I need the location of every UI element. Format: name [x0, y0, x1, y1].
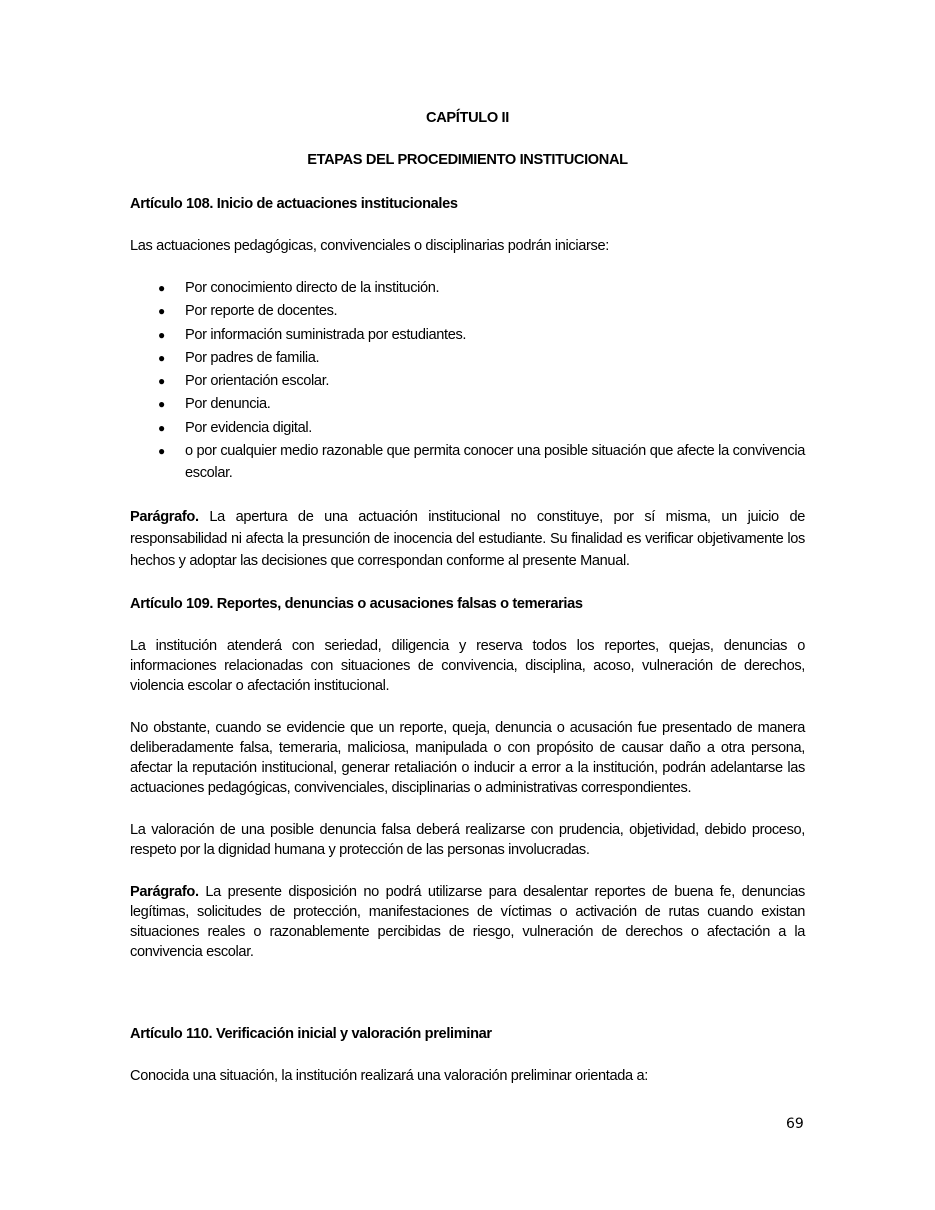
- list-item: [130, 325, 805, 347]
- paragrafo-label: Parágrafo.: [130, 509, 199, 526]
- paragrafo-text: La presente disposición no podrá utilizarse para desalentar reportes de buena fe, denuncias legítimas, solicitudes de protección, manifestaciones de víctimas o activación de rutas cuando existan situaciones reales o razonablemente percibidas de riesgo, vulneración de derechos o afectación a la convivencia escolar.: [130, 884, 805, 961]
- article-108-bullet-list: [130, 278, 805, 484]
- list-item-text: Por información suministrada por estudiantes.: [185, 326, 467, 343]
- article-109-paragraph-3: La valoración de una posible denuncia falsa deberá realizarse con prudencia, objetividad, debido proceso, respeto por la dignidad humana y protección de las personas involucradas.: [130, 822, 805, 859]
- article-108-title: Artículo 108. Inicio de actuaciones institucionales: [130, 196, 458, 212]
- list-item-text: Por conocimiento directo de la institución.: [185, 280, 440, 296]
- list-item-text: Por padres de familia.: [185, 349, 320, 366]
- list-item: [130, 441, 805, 484]
- bullet-icon: ●: [158, 304, 165, 319]
- list-item: [130, 348, 805, 370]
- paragrafo-text: La apertura de una actuación institucional no constituye, por sí misma, un juicio de responsabilidad ni afecta la presunción de inocencia del estudiante. Su finalidad es verificar objetivamente los hechos y adoptar las decisiones que correspondan conforme al presente Manual.: [130, 509, 805, 570]
- list-item: [130, 278, 805, 300]
- bullet-icon: ●: [158, 327, 165, 342]
- list-item: [130, 394, 805, 416]
- article-110-intro: Conocida una situación, la institución realizará una valoración preliminar orientada a:: [130, 1068, 648, 1085]
- article-108-intro: Las actuaciones pedagógicas, convivenciales o disciplinarias podrán iniciarse:: [130, 238, 609, 254]
- list-item-text: Por denuncia.: [185, 396, 271, 413]
- chapter-heading: CAPÍTULO II: [426, 110, 509, 126]
- list-item: [130, 418, 805, 440]
- article-109-title: Artículo 109. Reportes, denuncias o acusaciones falsas o temerarias: [130, 596, 583, 613]
- article-109-paragraph-1: La institución atenderá con seriedad, diligencia y reserva todos los reportes, quejas, denuncias o informaciones relacionadas con situaciones de convivencia, disciplina, acoso, vulneración de derechos, violencia escolar o afectación institucional.: [130, 638, 805, 695]
- bullet-icon: ●: [158, 374, 165, 389]
- list-item: [130, 371, 805, 393]
- page-content: [130, 108, 805, 1108]
- article-110-title: Artículo 110. Verificación inicial y valoración preliminar: [130, 1026, 492, 1043]
- list-item-text: o por cualquier medio razonable que permita conocer una posible situación que afecte la convivencia escolar.: [185, 443, 805, 481]
- list-item-text: Por evidencia digital.: [185, 419, 312, 436]
- article-109-paragrafo: [130, 882, 805, 962]
- bullet-icon: ●: [158, 281, 165, 295]
- list-item-text: Por orientación escolar.: [185, 373, 330, 390]
- article-108-paragrafo: [130, 506, 805, 572]
- paragrafo-label: Parágrafo.: [130, 884, 199, 901]
- section-spacer: [130, 984, 805, 1024]
- list-item: [130, 301, 805, 323]
- chapter-title: ETAPAS DEL PROCEDIMIENTO INSTITUCIONAL: [307, 152, 628, 168]
- article-109-paragraph-2: No obstante, cuando se evidencie que un reporte, queja, denuncia o acusación fue presentado de manera deliberadamente falsa, temeraria, maliciosa, manipulada o con propósito de causar daño a otra persona, afectar la reputación institucional, generar retaliación o inducir a error a la institución, podrán adelantarse las actuaciones pedagógicas, convivenciales, disciplinarias o administrativas correspondientes.: [130, 720, 805, 797]
- bullet-icon: ●: [158, 350, 165, 365]
- list-item-text: Por reporte de docentes.: [185, 303, 338, 320]
- page-number: 69: [786, 1116, 804, 1132]
- bullet-icon: ●: [158, 420, 165, 435]
- bullet-icon: ●: [158, 397, 165, 412]
- bullet-icon: ●: [158, 444, 165, 459]
